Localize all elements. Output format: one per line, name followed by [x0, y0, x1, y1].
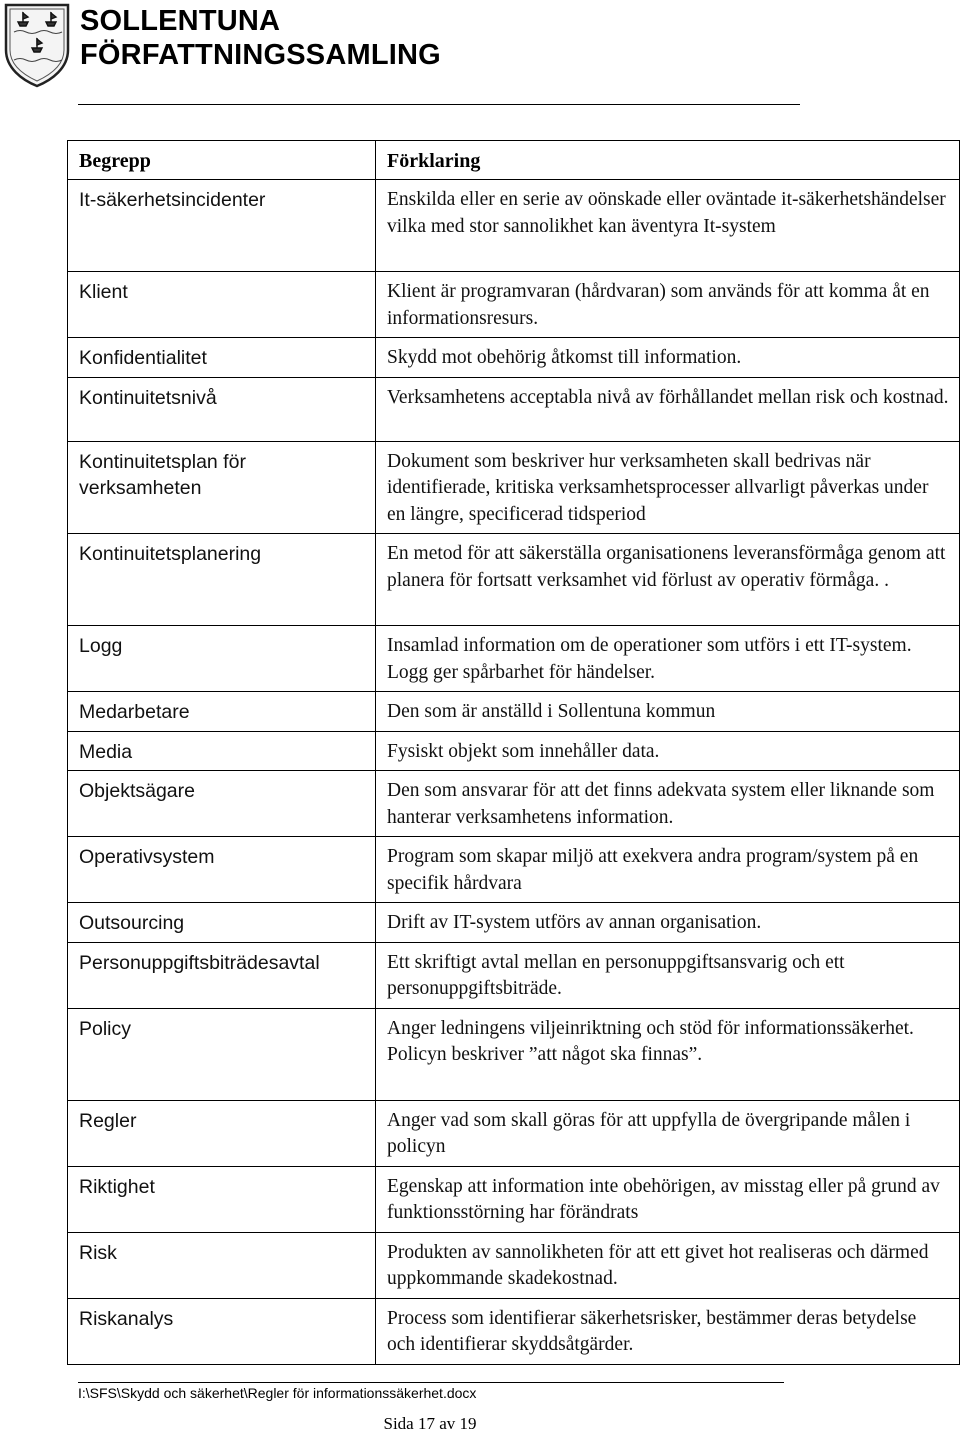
coat-of-arms-icon [2, 2, 72, 88]
column-header-explanation: Förklaring [376, 141, 960, 180]
term-cell: Kontinuitetsnivå [68, 377, 376, 441]
explanation-cell: Produkten av sannolikheten för att ett givet hot realiseras och därmed uppkommande skadekostnad. [376, 1232, 960, 1298]
explanation-cell: Egenskap att information inte obehörigen, av misstag eller på grund av funktionsstörning har förändrats [376, 1166, 960, 1232]
document-series-title [80, 4, 441, 72]
page-number: Sida 17 av 19 [383, 1414, 477, 1433]
term-cell: Risk [68, 1232, 376, 1298]
table-row [68, 1298, 960, 1364]
term-cell: Operativsystem [68, 837, 376, 903]
table-row [68, 1166, 960, 1232]
term-cell: Regler [68, 1100, 376, 1166]
table-row [68, 338, 960, 378]
table-row [68, 626, 960, 692]
term-cell: Medarbetare [68, 692, 376, 732]
explanation-cell: Fysiskt objekt som innehåller data. [376, 731, 960, 771]
explanation-cell: Anger ledningens viljeinriktning och stöd för informationssäkerhet. Policyn beskriver ”att något ska finnas”. [376, 1008, 960, 1100]
term-cell: Outsourcing [68, 903, 376, 943]
explanation-cell: Ett skriftigt avtal mellan en personuppgiftsansvarig och ett personuppgiftsbiträde. [376, 942, 960, 1008]
table-row [68, 771, 960, 837]
explanation-cell: Skydd mot obehörig åtkomst till information. [376, 338, 960, 378]
table-row [68, 1100, 960, 1166]
explanation-cell: Dokument som beskriver hur verksamheten skall bedrivas när identifierade, kritiska verksamhetsprocesser allvarligt påverkas under en längre, specificerad tidsperiod [376, 441, 960, 534]
term-cell: It-säkerhetsincidenter [68, 180, 376, 272]
table-row [68, 1008, 960, 1100]
explanation-cell: Anger vad som skall göras för att uppfylla de övergripande målen i policyn [376, 1100, 960, 1166]
term-cell: Riktighet [68, 1166, 376, 1232]
table-row [68, 272, 960, 338]
table-row [68, 377, 960, 441]
explanation-cell: Den som ansvarar för att det finns adekvata system eller liknande som hanterar verksamhetens information. [376, 771, 960, 837]
explanation-cell: En metod för att säkerställa organisationens leveransförmåga genom att planera för fortsatt verksamhet vid förlust av operativ förmåga. . [376, 534, 960, 626]
term-cell: Policy [68, 1008, 376, 1100]
term-cell: Objektsägare [68, 771, 376, 837]
explanation-cell: Klient är programvaran (hårdvaran) som används för att komma åt en informationsresurs. [376, 272, 960, 338]
term-cell: Kontinuitetsplanering [68, 534, 376, 626]
explanation-cell: Insamlad information om de operationer som utförs i ett IT-system. Logg ger spårbarhet för händelser. [376, 626, 960, 692]
explanation-cell: Drift av IT-system utförs av annan organisation. [376, 903, 960, 943]
column-header-term: Begrepp [68, 141, 376, 180]
explanation-cell: Enskilda eller en serie av oönskade eller oväntade it-säkerhetshändelser vilka med stor sannolikhet kan äventyra It-system [376, 180, 960, 272]
table-row [68, 1232, 960, 1298]
term-cell: Personuppgiftsbiträdesavtal [68, 942, 376, 1008]
term-cell: Riskanalys [68, 1298, 376, 1364]
table-row [68, 534, 960, 626]
table-row [68, 692, 960, 732]
term-cell: Kontinuitetsplan för verksamheten [68, 441, 376, 534]
table-header-row [68, 141, 960, 180]
explanation-cell: Den som är anställd i Sollentuna kommun [376, 692, 960, 732]
table-row [68, 837, 960, 903]
table-row [68, 731, 960, 771]
term-cell: Logg [68, 626, 376, 692]
explanation-cell: Verksamhetens acceptabla nivå av förhållandet mellan risk och kostnad. [376, 377, 960, 441]
explanation-cell: Process som identifierar säkerhetsrisker, bestämmer deras betydelse och identifierar skyddsåtgärder. [376, 1298, 960, 1364]
glossary-table [67, 140, 960, 1365]
table-row [68, 180, 960, 272]
file-path: I:\SFS\Skydd och säkerhet\Regler för informationssäkerhet.docx [78, 1385, 477, 1401]
footer-divider [78, 1382, 784, 1383]
header-line-2: FÖRFATTNINGSSAMLING [80, 39, 441, 71]
explanation-cell: Program som skapar miljö att exekvera andra program/system på en specifik hårdvara [376, 837, 960, 903]
table-row [68, 903, 960, 943]
table-row [68, 942, 960, 1008]
term-cell: Klient [68, 272, 376, 338]
header-line-1: SOLLENTUNA [80, 5, 281, 37]
term-cell: Media [68, 731, 376, 771]
table-row [68, 441, 960, 534]
term-cell: Konfidentialitet [68, 338, 376, 378]
header-divider [78, 104, 800, 105]
